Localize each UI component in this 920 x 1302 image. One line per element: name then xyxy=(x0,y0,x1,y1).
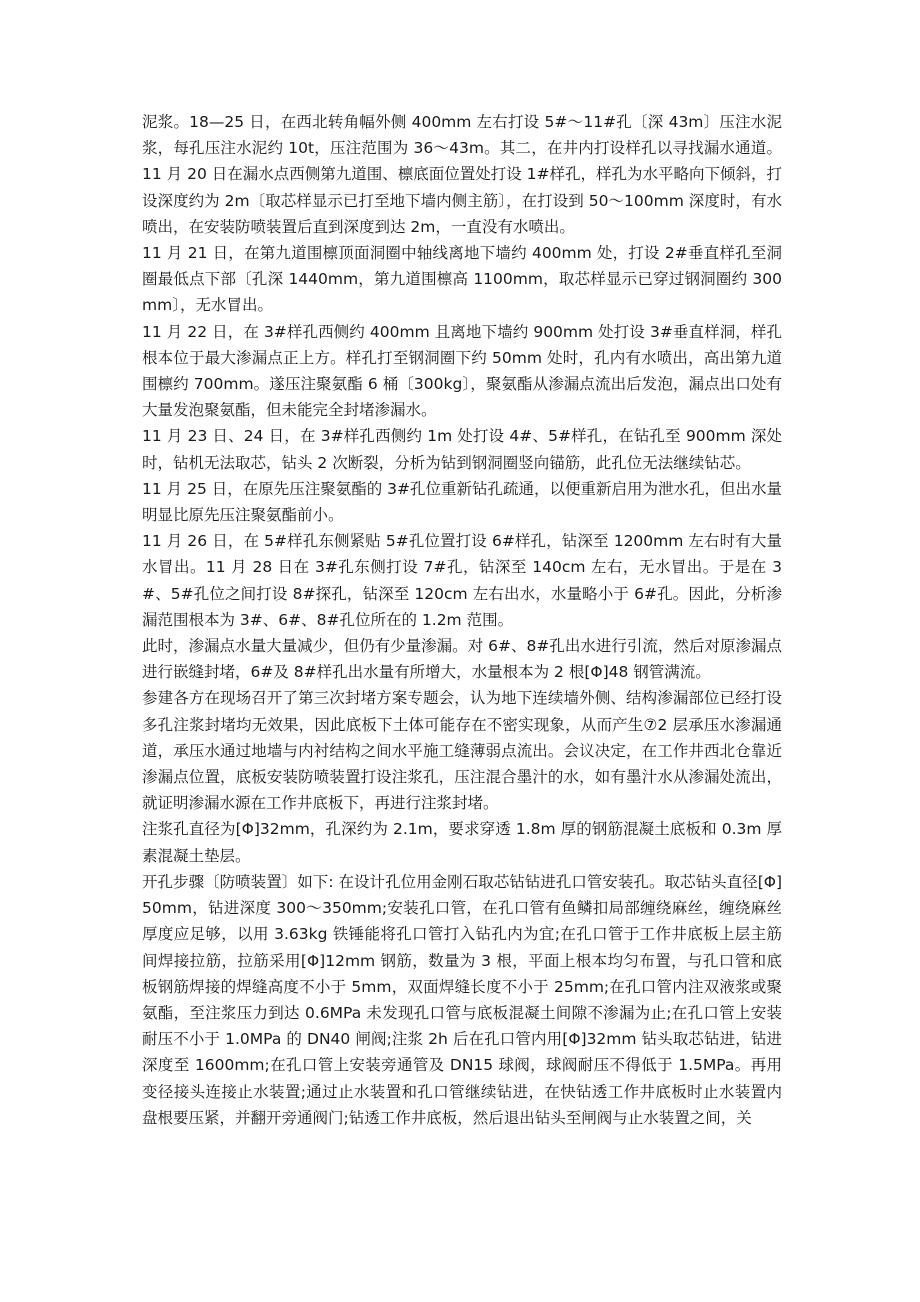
paragraph-8: 参建各方在现场召开了第三次封堵方案专题会，认为地下连续墙外侧、结构渗漏部位已经打设多孔注浆封堵均无效果，因此底板下土体可能存在不密实现象，从而产生⑦2 层承压水渗漏通道，承压水通过地墙与内衬结构之间水平施工缝薄弱点流出。会议决定，在工作井西北仓靠近渗漏点位置，底板安装防喷装置打设注浆孔，压注混合墨汁的水，如有墨汁水从渗漏处流出，就证明渗漏水源在工作井底板下，再进行注浆封堵。 xyxy=(142,689,782,813)
paragraph-9: 注浆孔直径为[Φ]32mm，孔深约为 2.1m，要求穿透 1.8m 厚的钢筋混凝土底板和 0.3m 厚素混凝土垫层。 xyxy=(142,820,782,865)
paragraph-10: 开孔步骤〔防喷装置〕如下: 在设计孔位用金刚石取芯钻钻进孔口管安装孔。取芯钻头直径[Φ]50mm，钻进深度 300～350mm;安装孔口管，在孔口管有鱼鳞扣局部缠绕麻丝，缠绕麻丝厚度应足够，以用 3.63kg 铁锤能将孔口管打入钻孔内为宜;在孔口管于工作井底板上层主筋间焊接拉筋，拉筋采用[Φ]12mm 钢筋，数量为 3 根，平面上根本均匀布置，与孔口管和底板钢筋焊接的焊缝高度不小于 5mm，双面焊缝长度不小于 25mm;在孔口管内注双液浆或聚氨酯，至注浆压力到达 0.6MPa 未发现孔口管与底板混凝土间隙不渗漏为止;在孔口管上安装耐压不小于 1.0MPa 的 DN40 闸阀;注浆 2h 后在孔口管内用[Φ]32mm 钻头取芯钻进，钻进深度至 1600mm;在孔口管上安装旁通管及 DN15 球阀，球阀耐压不得低于 1.5MPa。再用变径接头连接止水装置;通过止水装置和孔口管继续钻进，在快钻透工作井底板时止水装置内盘根要压紧，并翻开旁通阀门;钻透工作井底板，然后退出钻头至闸阀与止水装置之间，关 xyxy=(142,872,782,1127)
paragraph-3: 11 月 22 日，在 3#样孔西侧约 400mm 且离地下墙约 900mm 处打设 3#垂直样洞，样孔根本位于最大渗漏点正上方。样孔打至钢洞圈下约 50mm 处时，孔内有水喷出，高出第九道围檩约 700mm。遂压注聚氨酯 6 桶〔300kg〕，聚氨酯从渗漏点流出后发泡，漏点出口处有大量发泡聚氨酯，但未能完全封堵渗漏水。 xyxy=(142,322,782,420)
paragraph-6: 11 月 26 日，在 5#样孔东侧紧贴 5#孔位置打设 6#样孔，钻深至 1200mm 左右时有大量水冒出。11 月 28 日在 3#孔东侧打设 7#孔，钻深至 140cm 左右，无水冒出。于是在 3#、5#孔位之间打设 8#探孔，钻深至 120cm 左右出水，水量略小于 6#孔。因此，分析渗漏范围根本为 3#、6#、8#孔位所在的 1.2m 范围。 xyxy=(142,532,782,629)
paragraph-1: 泥浆。18—25 日，在西北转角幅外侧 400mm 左右打设 5#～11#孔〔深 43m〕压注水泥浆，每孔压注水泥约 10t，压注范围为 36～43m。其二，在井内打设样孔以寻找漏水通道。11 月 20 日在漏水点西侧第九道围、檩底面位置处打设 1#样孔，样孔为水平略向下倾斜，打设深度约为 2m〔取芯样显示已打至地下墙内侧主筋〕，在打设到 50～100mm 深度时，有水喷出，在安装防喷装置后直到深度到达 2m，一直没有水喷出。 xyxy=(142,113,783,236)
paragraph-4: 11 月 23 日、24 日，在 3#样孔西侧约 1m 处打设 4#、5#样孔，在钻孔至 900mm 深处时，钻机无法取芯，钻头 2 次断裂，分析为钻到钢洞圈竖向锚筋，此孔位无法继续钻芯。 xyxy=(142,427,782,472)
paragraph-7: 此时，渗漏点水量大量减少，但仍有少量渗漏。对 6#、8#孔出水进行引流，然后对原渗漏点进行嵌缝封堵，6#及 8#样孔出水量有所增大，水量根本为 2 根[Φ]48 钢管满流。 xyxy=(142,637,782,682)
paragraph-5: 11 月 25 日，在原先压注聚氨酯的 3#孔位重新钻孔疏通，以便重新启用为泄水孔，但出水量明显比原先压注聚氨酯前小。 xyxy=(142,479,783,525)
paragraph-2: 11 月 21 日，在第九道围檩顶面洞圈中轴线离地下墙约 400mm 处，打设 2#垂直样孔至洞圈最低点下部〔孔深 1440mm，第九道围檩高 1100mm，取芯样显示已穿过钢洞圈约 300mm〕，无水冒出。 xyxy=(142,244,782,315)
document-body xyxy=(142,109,782,1131)
